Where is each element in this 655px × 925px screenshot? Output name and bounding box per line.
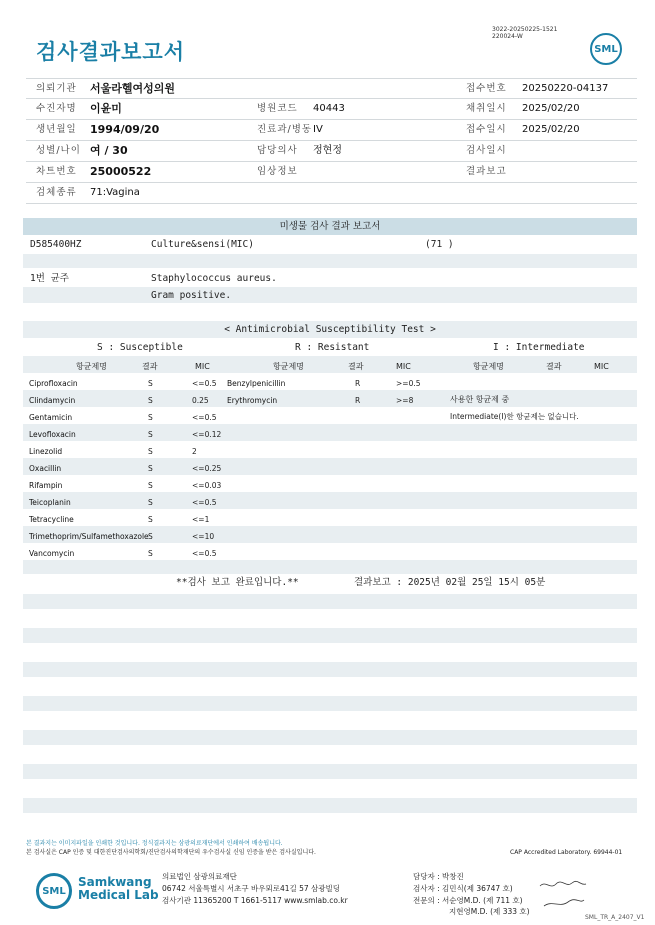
organism-label: 1번 균주 bbox=[30, 273, 69, 284]
dept-value: IV bbox=[313, 124, 323, 135]
drug-result: R bbox=[355, 396, 361, 405]
drug-result: S bbox=[148, 430, 153, 439]
drug-name: Clindamycin bbox=[29, 396, 76, 405]
doctor-value: 정현정 bbox=[313, 145, 342, 156]
drug-mic: <=0.5 bbox=[192, 549, 217, 558]
sex-age-value: 여 / 30 bbox=[90, 144, 128, 157]
drug-mic: >=8 bbox=[396, 396, 414, 405]
doctor-label: 담당의사 bbox=[257, 145, 298, 156]
gram-band bbox=[23, 287, 637, 303]
drug-name: Ciprofloxacin bbox=[29, 379, 78, 388]
reception-no-label: 접수번호 bbox=[466, 83, 507, 94]
empty-band bbox=[23, 730, 637, 745]
drug-name: Linezolid bbox=[29, 447, 63, 456]
dept-label: 진료과/병동 bbox=[257, 124, 313, 135]
empty-band bbox=[23, 662, 637, 677]
birth-value: 1994/09/20 bbox=[90, 123, 160, 136]
footer-brand bbox=[78, 876, 159, 902]
empty-band bbox=[23, 696, 637, 711]
specimen-value: 71:Vagina bbox=[90, 187, 140, 198]
sex-age-label: 성별/나이 bbox=[36, 145, 81, 156]
info-row-specimen bbox=[26, 183, 637, 204]
birth-label: 생년월일 bbox=[36, 124, 77, 135]
drug-mic: <=0.25 bbox=[192, 464, 222, 473]
legend-intermediate: I : Intermediate bbox=[493, 342, 585, 353]
brand-line-2: Medical Lab bbox=[78, 888, 159, 902]
drug-mic: <=10 bbox=[192, 532, 215, 541]
drug-result: S bbox=[148, 532, 153, 541]
row-band bbox=[23, 458, 637, 475]
col-drug-2: 항균제명 bbox=[273, 362, 304, 371]
row-band bbox=[23, 424, 637, 441]
col-result-1: 결과 bbox=[142, 362, 158, 371]
signature-icon bbox=[538, 878, 588, 912]
footer-notice-2: 본 검사실은 CAP 인증 및 대한진단검사의학회/진단검사의학재단의 우수검사실 신임 인증을 받은 검사실입니다. bbox=[26, 849, 316, 856]
footer-address: 06742 서울특별시 서초구 바우뫼로41길 57 삼광빌딩 bbox=[162, 884, 341, 893]
receive-date-value: 2025/02/20 bbox=[522, 124, 580, 135]
ward-code-value: 40443 bbox=[313, 103, 345, 114]
footer-notice-1: 본 결과지는 이미지파일을 인쇄한 것입니다. 정식결과지는 삼광의료재단에서 인쇄하여 배송됩니다. bbox=[26, 840, 283, 847]
sml-logo-icon: SML bbox=[590, 33, 622, 65]
empty-band bbox=[23, 628, 637, 643]
row-band bbox=[23, 390, 637, 407]
blank-band bbox=[23, 254, 637, 268]
drug-result: S bbox=[148, 498, 153, 507]
intermediate-note-line2: Intermediate(I)한 항균제는 없습니다. bbox=[450, 412, 579, 421]
report-time: 결과보고 : 2025년 02월 25일 15시 05분 bbox=[354, 577, 546, 588]
ast-column-header bbox=[23, 356, 637, 373]
ward-code-label: 병원코드 bbox=[257, 103, 298, 114]
drug-result: S bbox=[148, 447, 153, 456]
drug-name: Rifampin bbox=[29, 481, 63, 490]
drug-name: Erythromycin bbox=[227, 396, 278, 405]
drug-mic: 2 bbox=[192, 447, 197, 456]
organism-name: Staphylococcus aureus. bbox=[151, 273, 277, 284]
footer-contact: 검사기관 11365200 T 1661-5117 www.smlab.co.kr bbox=[162, 896, 348, 905]
row-band bbox=[23, 560, 637, 574]
receive-date-label: 접수일시 bbox=[466, 124, 507, 135]
collect-date-value: 2025/02/20 bbox=[522, 103, 580, 114]
chart-label: 차트번호 bbox=[36, 166, 77, 177]
institution-label: 의뢰기관 bbox=[36, 83, 77, 94]
doc-no-line2: 220024-W bbox=[492, 33, 523, 40]
document-number bbox=[492, 26, 557, 40]
staff-tester: 검사자 : 김민식(제 36747 호) bbox=[413, 884, 513, 893]
row-band bbox=[23, 492, 637, 509]
drug-result: R bbox=[355, 379, 361, 388]
col-mic-1: MIC bbox=[195, 362, 210, 371]
drug-result: S bbox=[148, 413, 153, 422]
drug-mic: >=0.5 bbox=[396, 379, 421, 388]
report-label: 결과보고 bbox=[466, 166, 507, 177]
drug-result: S bbox=[148, 481, 153, 490]
col-mic-3: MIC bbox=[594, 362, 609, 371]
drug-result: S bbox=[148, 396, 153, 405]
report-complete-message: **검사 보고 완료입니다.** bbox=[176, 577, 299, 588]
drug-mic: <=1 bbox=[192, 515, 210, 524]
doc-no-line1: 3022-20250225-1521 bbox=[492, 26, 558, 33]
ast-title: < Antimicrobial Susceptibility Test > bbox=[224, 324, 436, 335]
drug-mic: <=0.12 bbox=[192, 430, 222, 439]
patient-value: 이윤미 bbox=[90, 102, 122, 115]
drug-result: S bbox=[148, 549, 153, 558]
info-row-institution bbox=[26, 78, 637, 99]
col-drug-3: 항균제명 bbox=[473, 362, 504, 371]
drug-mic: <=0.03 bbox=[192, 481, 222, 490]
info-row-chart bbox=[26, 162, 637, 183]
drug-mic: 0.25 bbox=[192, 396, 209, 405]
legend-susceptible: S : Susceptible bbox=[97, 342, 183, 353]
staff-specialist-2: 지현영M.D. (제 333 호) bbox=[449, 907, 530, 916]
clinical-label: 임상정보 bbox=[257, 166, 298, 177]
intermediate-note-line1: 사용한 항균제 중 bbox=[450, 395, 510, 404]
empty-band bbox=[23, 764, 637, 779]
form-number: SML_TR_A_2407_V1 bbox=[585, 914, 645, 921]
info-row-birth bbox=[26, 120, 637, 141]
drug-name: Benzylpenicillin bbox=[227, 379, 286, 388]
staff-manager: 담당자 : 박창진 bbox=[413, 872, 464, 881]
test-date-label: 검사일시 bbox=[466, 145, 507, 156]
test-number: (71 ) bbox=[425, 239, 454, 250]
legend-resistant: R : Resistant bbox=[295, 342, 370, 353]
reception-no-value: 20250220-04137 bbox=[522, 83, 609, 94]
cap-accreditation: CAP Accredited Laboratory. 69944-01 bbox=[510, 849, 623, 856]
drug-name: Trimethoprim/Sulfamethoxazole bbox=[29, 532, 149, 541]
empty-band bbox=[23, 798, 637, 813]
organism-gram: Gram positive. bbox=[151, 290, 232, 301]
info-row-patient bbox=[26, 99, 637, 120]
collect-date-label: 채취일시 bbox=[466, 103, 507, 114]
drug-name: Vancomycin bbox=[29, 549, 75, 558]
result-section-title: 미생물 검사 결과 보고서 bbox=[279, 221, 381, 232]
drug-mic: <=0.5 bbox=[192, 498, 217, 507]
drug-name: Tetracycline bbox=[29, 515, 74, 524]
footer-org: 의료법인 삼광의료재단 bbox=[162, 872, 237, 881]
institution-value: 서울라헬여성의원 bbox=[90, 82, 176, 95]
ast-title-band bbox=[23, 321, 637, 338]
drug-name: Gentamicin bbox=[29, 413, 73, 422]
empty-band bbox=[23, 594, 637, 609]
col-result-2: 결과 bbox=[348, 362, 364, 371]
patient-label: 수진자명 bbox=[36, 103, 77, 114]
drug-mic: <=0.5 bbox=[192, 379, 217, 388]
drug-result: S bbox=[148, 379, 153, 388]
brand-line-1: Samkwang bbox=[78, 875, 152, 889]
drug-name: Oxacillin bbox=[29, 464, 62, 473]
chart-value: 25000522 bbox=[90, 165, 152, 178]
test-code: D585400HZ bbox=[30, 239, 82, 250]
page-title: 검사결과보고서 bbox=[36, 40, 186, 64]
info-row-sex-age bbox=[26, 141, 637, 162]
col-mic-2: MIC bbox=[396, 362, 411, 371]
col-drug-1: 항균제명 bbox=[76, 362, 107, 371]
drug-result: S bbox=[148, 464, 153, 473]
drug-mic: <=0.5 bbox=[192, 413, 217, 422]
drug-name: Teicoplanin bbox=[29, 498, 71, 507]
test-name: Culture&sensi(MIC) bbox=[151, 239, 254, 250]
sml-footer-logo-icon: SML bbox=[36, 873, 72, 909]
specimen-label: 검체종류 bbox=[36, 187, 77, 198]
drug-result: S bbox=[148, 515, 153, 524]
col-result-3: 결과 bbox=[546, 362, 562, 371]
staff-specialist-1: 전문의 : 서순영M.D. (제 711 호) bbox=[413, 896, 523, 905]
result-section-header bbox=[23, 218, 637, 235]
drug-name: Levofloxacin bbox=[29, 430, 76, 439]
